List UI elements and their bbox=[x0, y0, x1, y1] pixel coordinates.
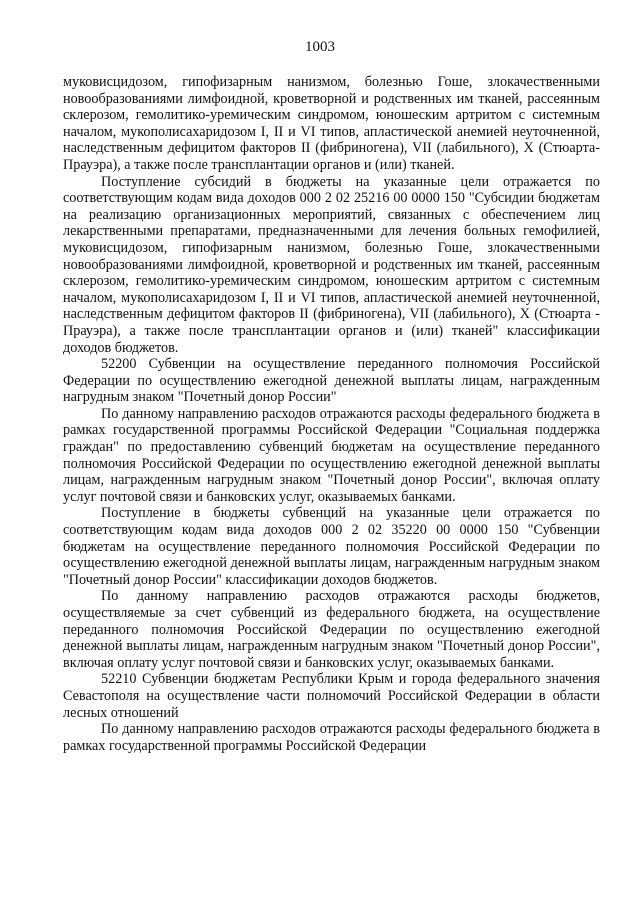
paragraph-continuation: муковисцидозом, гипофизарным нанизмом, болезнью Гоше, злокачественными новообразованиями лимфоидной, кроветворной и родственных им тканей, рассеянным склерозом, гемолитико-уремическим синдромом, юношеским артритом с системным началом, мукополисахаридозом I, II и VI типов, апластической анемией неуточненной, наследственным дефицитом факторов II (фибриногена), VII (лабильного), X (Стюарта-Прауэра), а также после трансплантации органов и (или) тканей. bbox=[63, 74, 600, 173]
paragraph-52210-expenses: По данному направлению расходов отражаются расходы федерального бюджета в рамках государственной программы Российской Федерации bbox=[63, 721, 600, 754]
paragraph-subsidy-receipt: Поступление субсидий в бюджеты на указанные цели отражается по соответствующим кодам вида доходов 000 2 02 25216 00 0000 150 "Субсидии бюджетам на реализацию организационных мероприятий, связанных с обеспечением лиц лекарственными препаратами, предназначенными для лечения больных гемофилией, муковисцидозом, гипофизарным нанизмом, болезнью Гоше, злокачественными новообразованиями лимфоидной, кроветворной и родственных им тканей, рассеянным склерозом, гемолитико-уремическим синдромом, юношеским артритом с системным началом, мукополисахаридозом I, II и VI типов, апластической анемией неуточненной, наследственным дефицитом факторов II (фибриногена), VII (лабильного), X (Стюарта - Прауэра), а также после трансплантации органов и (или) тканей" классификации доходов бюджетов. bbox=[63, 173, 600, 356]
paragraph-52200-budget-expenses: По данному направлению расходов отражаются расходы бюджетов, осуществляемые за счет субвенций из федерального бюджета, на осуществление переданного полномочия Российской Федерации по осуществлению ежегодной денежной выплаты лицам, награжденным нагрудным знаком "Почетный донор России", включая оплату услуг почтовой связи и банковских услуг, оказываемых банками. bbox=[63, 588, 600, 671]
paragraph-52200-expenses: По данному направлению расходов отражаются расходы федерального бюджета в рамках государственной программы Российской Федерации "Социальная поддержка граждан" по предоставлению субвенций бюджетам на осуществление переданного полномочия Российской Федерации по осуществлению ежегодной денежной выплаты лицам, награжденным нагрудным знаком "Почетный донор России", включая оплату услуг почтовой связи и банковских услуг, оказываемых банками. bbox=[63, 405, 600, 505]
page-number: 1003 bbox=[305, 39, 335, 55]
paragraph-52200-receipt: Поступление в бюджеты субвенций на указанные цели отражается по соответствующим кодам вида доходов 000 2 02 35220 00 0000 150 "Субвенции бюджетам на осуществление переданного полномочия Российской Федерации по осуществлению ежегодной денежной выплаты лицам, награжденным нагрудным знаком "Почетный донор России" классификации доходов бюджетов. bbox=[63, 505, 600, 588]
paragraph-code-52200: 52200 Субвенции на осуществление переданного полномочия Российской Федерации по осуществлению ежегодной денежной выплаты лицам, награжденным нагрудным знаком "Почетный донор России" bbox=[63, 356, 600, 406]
paragraph-code-52210: 52210 Субвенции бюджетам Республики Крым и города федерального значения Севастополя на осуществление части полномочий Российской Федерации в области лесных отношений bbox=[63, 671, 600, 721]
document-body bbox=[63, 74, 600, 754]
